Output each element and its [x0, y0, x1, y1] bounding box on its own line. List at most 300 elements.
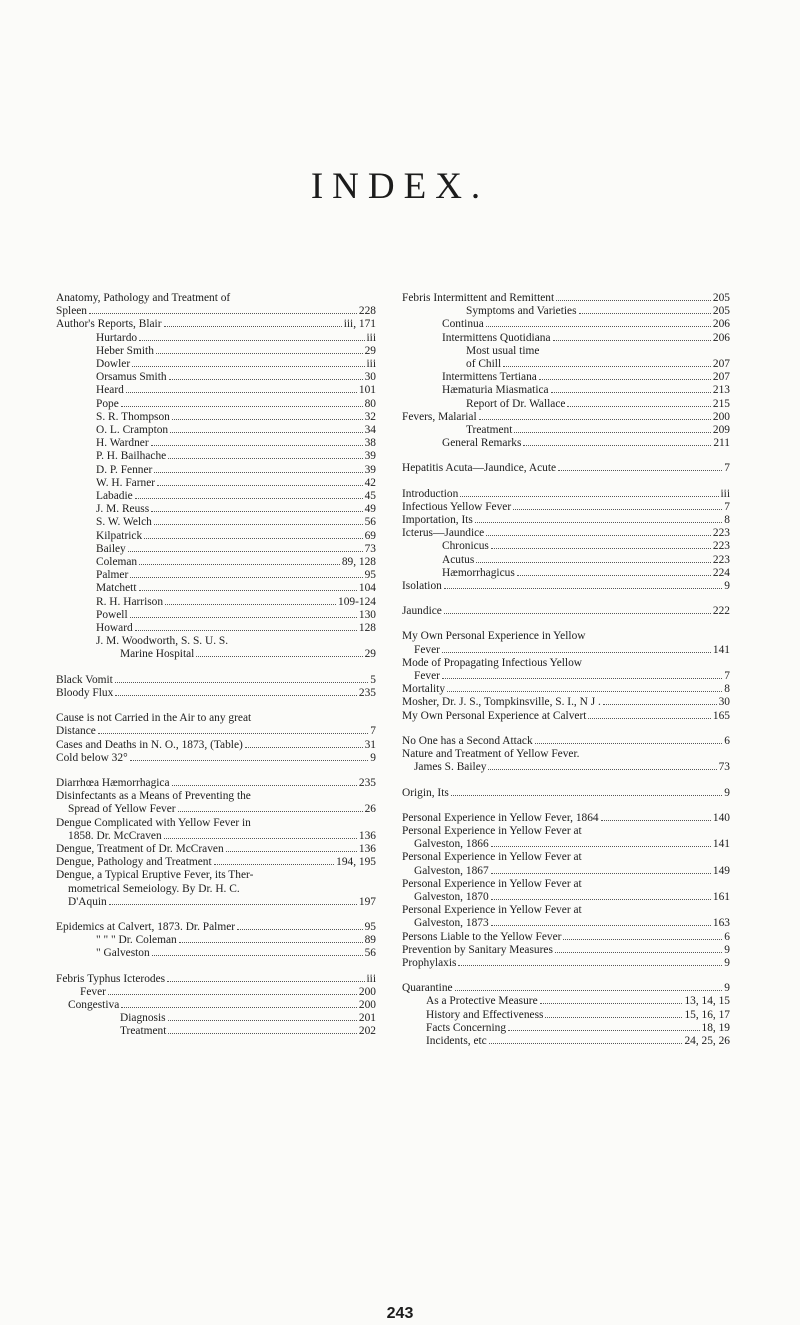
index-entry-term: James S. Bailey — [414, 761, 487, 774]
index-entry-term: Dengue, Treatment of Dr. McCraven — [56, 842, 224, 855]
index-entry — [56, 999, 376, 1012]
index-entry-term: J. M. Woodworth, S. S. U. S. — [96, 635, 229, 648]
index-entry — [402, 554, 730, 567]
dot-leader — [237, 929, 363, 930]
index-entry-page: 9 — [724, 580, 730, 593]
dot-leader — [540, 1003, 683, 1004]
index-entry-term: Mosher, Dr. J. S., Tompkinsville, S. I., N J . — [402, 696, 601, 709]
index-entry-page: 200 — [712, 410, 730, 423]
dot-leader — [151, 511, 362, 512]
index-entry-page: 211 — [713, 437, 730, 450]
index-entry-term: Jaundice — [402, 605, 442, 618]
index-entry-term: Bloody Flux — [56, 686, 114, 699]
index-entry — [56, 635, 376, 648]
index-entry-term: Incidents, etc — [426, 1034, 487, 1047]
index-entry-term: Marine Hospital — [120, 648, 195, 661]
index-entry-term: Persons Liable to the Yellow Fever — [402, 930, 562, 943]
dot-leader — [539, 379, 711, 380]
dot-leader — [545, 1017, 682, 1018]
index-entry-term: S. W. Welch — [96, 516, 152, 529]
index-entry-page: 8 — [724, 683, 730, 696]
dot-leader — [491, 846, 711, 847]
index-entry-page: 223 — [712, 540, 730, 553]
index-entry-page: 9 — [724, 956, 730, 969]
index-entry-term: P. H. Bailhache — [96, 450, 167, 463]
index-entry-page: 9 — [724, 786, 730, 799]
dot-leader — [447, 691, 722, 692]
index-entry-page: 73 — [718, 761, 730, 774]
index-entry-page: 30 — [718, 696, 730, 709]
index-entry — [56, 596, 376, 609]
index-entry-page: 42 — [364, 476, 376, 489]
index-entry-term: Fever — [80, 985, 106, 998]
index-entry-term: Distance — [56, 725, 96, 738]
index-entry — [56, 569, 376, 582]
index-entry-term: Diagnosis — [120, 1012, 166, 1025]
index-entry-term: Dengue, Pathology and Treatment — [56, 856, 212, 869]
dot-leader — [455, 990, 723, 991]
index-entry — [402, 878, 730, 891]
index-entry — [402, 332, 730, 345]
index-entry-term: S. R. Thompson — [96, 410, 170, 423]
index-entry-page: 89, 128 — [341, 556, 376, 569]
dot-leader — [164, 838, 357, 839]
index-entry-term: Intermittens Quotidiana — [442, 331, 551, 344]
index-entry — [56, 1025, 376, 1038]
index-entry-term: Epidemics at Calvert, 1873. Dr. Palmer — [56, 920, 236, 933]
dot-leader — [442, 678, 722, 679]
index-entry — [56, 883, 376, 896]
index-entry — [56, 371, 376, 384]
index-entry-term: Treatment — [120, 1025, 167, 1038]
index-entry-page: 163 — [712, 917, 730, 930]
dot-leader — [152, 955, 363, 956]
index-entry-term: Bailey — [96, 542, 126, 555]
index-entry — [402, 540, 730, 553]
index-entry — [402, 318, 730, 331]
index-entry-term: Personal Experience in Yellow Fever at — [402, 877, 582, 890]
index-entry-page: 205 — [712, 292, 730, 304]
index-entry — [56, 318, 376, 331]
index-entry — [56, 503, 376, 516]
index-entry-term: Importation, Its — [402, 514, 473, 527]
index-entry-term: General Remarks — [442, 437, 522, 450]
index-entry — [56, 674, 376, 687]
index-entry — [56, 1012, 376, 1025]
index-entry-term: Dengue Complicated with Yellow Fever in — [56, 816, 251, 829]
dot-leader — [444, 613, 711, 614]
dot-leader — [130, 760, 369, 761]
dot-leader — [108, 994, 357, 995]
index-entry — [402, 657, 730, 670]
index-entry-term: Infectious Yellow Fever — [402, 500, 512, 513]
index-entry — [56, 582, 376, 595]
index-entry-page: iii — [366, 358, 376, 371]
index-entry — [56, 817, 376, 830]
index-entry-term: Chronicus — [442, 540, 489, 553]
index-entry — [56, 712, 376, 725]
index-entry-term: mometrical Semeiology. By Dr. H. C. — [68, 882, 240, 895]
dot-leader — [601, 820, 711, 821]
index-entry — [402, 292, 730, 305]
dot-leader — [196, 656, 362, 657]
index-entry — [402, 812, 730, 825]
index-entry-page: 9 — [724, 982, 730, 995]
dot-leader — [168, 1033, 357, 1034]
dot-leader — [603, 704, 717, 705]
dot-leader — [165, 604, 336, 605]
index-entry — [402, 995, 730, 1008]
index-entry-page: 73 — [364, 542, 376, 555]
index-entry-page: 128 — [358, 622, 376, 635]
index-entry-page: 45 — [364, 490, 376, 503]
index-entry-term: Fever — [414, 670, 440, 683]
index-entry-term: Febris Typhus Icterodes — [56, 972, 166, 985]
index-entry-term: Isolation — [402, 580, 442, 593]
index-entry-term: Hæmorrhagicus — [442, 566, 515, 579]
dot-leader — [486, 535, 711, 536]
dot-leader — [567, 406, 710, 407]
dot-leader — [169, 379, 363, 380]
index-entry — [402, 567, 730, 580]
index-entry-page: 6 — [724, 734, 730, 747]
index-entry-page: 224 — [712, 566, 730, 579]
dot-leader — [154, 524, 363, 525]
index-entry-page: 9 — [724, 943, 730, 956]
index-entry-page: 13, 14, 15 — [684, 995, 730, 1008]
index-entry-term: Cold below 32° — [56, 751, 128, 764]
index-entry-page: 7 — [724, 462, 730, 475]
index-entry-page: 207 — [712, 371, 730, 384]
dot-leader — [442, 652, 711, 653]
dot-leader — [135, 630, 357, 631]
dot-leader — [503, 366, 711, 367]
index-entry-term: Continua — [442, 318, 484, 331]
dot-leader — [488, 769, 716, 770]
index-entry — [56, 921, 376, 934]
dot-leader — [157, 485, 363, 486]
index-entry-term: Coleman — [96, 556, 138, 569]
index-entry — [56, 739, 376, 752]
index-entry — [56, 830, 376, 843]
index-entry — [56, 803, 376, 816]
index-entry-term: Cause is not Carried in the Air to any great — [56, 712, 252, 725]
dot-leader — [444, 588, 722, 589]
index-entry-term: Icterus—Jaundice — [402, 527, 485, 540]
index-entry-term: Heber Smith — [96, 344, 154, 357]
index-entry-term: Origin, Its — [402, 786, 449, 799]
index-entry — [56, 437, 376, 450]
dot-leader — [170, 432, 362, 433]
dot-leader — [491, 899, 711, 900]
index-entry-page: 56 — [364, 516, 376, 529]
index-entry-term: Personal Experience in Yellow Fever at — [402, 851, 582, 864]
index-entry — [402, 696, 730, 709]
index-entry-term: Most usual time — [466, 344, 540, 357]
index-entry-page: 31 — [364, 738, 376, 751]
dot-leader — [156, 353, 363, 354]
index-entry-page: 161 — [712, 890, 730, 903]
index-entry — [56, 345, 376, 358]
index-entry — [402, 838, 730, 851]
index-entry — [56, 752, 376, 765]
index-entry — [402, 527, 730, 540]
index-entry — [402, 358, 730, 371]
dot-leader — [109, 904, 357, 905]
index-entry-page: 140 — [712, 811, 730, 824]
index-entry-page: 141 — [712, 838, 730, 851]
index-entry — [56, 292, 376, 305]
index-entry-page: 56 — [364, 947, 376, 960]
index-entry-page: 228 — [358, 305, 376, 318]
index-entry — [402, 345, 730, 358]
index-entry-page: 209 — [712, 424, 730, 437]
index-entry-term: History and Effectiveness — [426, 1008, 544, 1021]
dot-leader — [172, 785, 357, 786]
index-entry-page: 104 — [358, 582, 376, 595]
index-entry-page: 109-124 — [338, 595, 376, 608]
index-entry-term: Palmer — [96, 569, 129, 582]
index-entry-term: Kilpatrick — [96, 529, 143, 542]
index-entry-term: O. L. Crampton — [96, 424, 169, 437]
dot-leader — [491, 925, 711, 926]
index-entry-term: " " " Dr. Coleman — [96, 934, 177, 947]
index-entry-page: 206 — [712, 318, 730, 331]
index-entry — [56, 896, 376, 909]
index-entry-term: H. Wardner — [96, 437, 149, 450]
dot-leader — [115, 682, 368, 683]
dot-leader — [558, 470, 722, 471]
index-entry-term: W. H. Farner — [96, 476, 156, 489]
index-entry — [56, 609, 376, 622]
index-entry — [56, 622, 376, 635]
index-entry-page: 200 — [358, 998, 376, 1011]
dot-leader — [121, 406, 363, 407]
index-entry-page: 213 — [712, 384, 730, 397]
index-entry-page: 34 — [364, 424, 376, 437]
dot-leader — [178, 811, 363, 812]
index-entry-page: 39 — [364, 450, 376, 463]
index-entry-term: Congestiva — [68, 998, 120, 1011]
index-entry-term: Treatment — [466, 424, 513, 437]
index-entry — [56, 986, 376, 999]
index-entry-term: Personal Experience in Yellow Fever at — [402, 904, 582, 917]
index-entry-term: No One has a Second Attack — [402, 734, 533, 747]
index-entry-page: 101 — [358, 384, 376, 397]
index-entry — [402, 957, 730, 970]
index-entry-term: My Own Personal Experience in Yellow — [402, 630, 586, 643]
index-entry-term: Black Vomit — [56, 673, 113, 686]
index-entry — [56, 530, 376, 543]
index-entry — [56, 687, 376, 700]
index-entry — [402, 851, 730, 864]
index-entry-term: Personal Experience in Yellow Fever at — [402, 824, 582, 837]
dot-leader — [555, 952, 722, 953]
index-entry — [56, 648, 376, 661]
index-entry-term: My Own Personal Experience at Calvert — [402, 709, 587, 722]
index-entry — [56, 543, 376, 556]
index-entry-term: Spread of Yellow Fever — [68, 803, 176, 816]
dot-leader — [115, 695, 357, 696]
dot-leader — [144, 538, 362, 539]
index-entry — [402, 710, 730, 723]
dot-leader — [168, 458, 362, 459]
index-entry-term: Quarantine — [402, 982, 453, 995]
dot-leader — [556, 300, 711, 301]
index-entry-page: 7 — [724, 500, 730, 513]
index-entry-term: Prophylaxis — [402, 956, 457, 969]
index-entry-page: 222 — [712, 605, 730, 618]
index-entry-page: 223 — [712, 527, 730, 540]
dot-leader — [168, 1020, 357, 1021]
index-entry — [56, 856, 376, 869]
index-entry-term: Fevers, Malarial — [402, 410, 477, 423]
index-entry-term: R. H. Harrison — [96, 595, 164, 608]
dot-leader — [164, 326, 342, 327]
index-entry-term: Symptoms and Varieties — [466, 305, 577, 318]
page-number: 243 — [386, 1305, 414, 1322]
dot-leader — [579, 313, 711, 314]
index-entry-page: 206 — [712, 331, 730, 344]
index-entry-term: Introduction — [402, 487, 459, 500]
index-entry — [56, 477, 376, 490]
index-entry-page: iii — [366, 972, 376, 985]
dot-leader — [491, 548, 711, 549]
index-entry — [56, 973, 376, 986]
index-entry-page: 9 — [370, 751, 376, 764]
dot-leader — [508, 1030, 699, 1031]
index-entry — [402, 437, 730, 450]
index-entry — [56, 464, 376, 477]
index-entry-term: Pope — [96, 397, 119, 410]
index-entry — [402, 904, 730, 917]
index-entry — [56, 556, 376, 569]
index-entry-page: 8 — [724, 514, 730, 527]
dot-leader — [551, 392, 711, 393]
index-entry-page: 89 — [364, 934, 376, 947]
index-entry — [402, 748, 730, 761]
index-entry — [56, 947, 376, 960]
dot-leader — [451, 795, 722, 796]
index-entry — [402, 384, 730, 397]
index-entry-term: Hæmaturia Miasmatica — [442, 384, 549, 397]
index-entry-term: of Chill — [466, 358, 502, 371]
index-entry-page: 7 — [370, 725, 376, 738]
index-entry-page: 194, 195 — [336, 856, 376, 869]
index-entry — [402, 891, 730, 904]
index-entry-page: 30 — [364, 371, 376, 384]
index-entry — [402, 982, 730, 995]
index-entry-page: 49 — [364, 503, 376, 516]
index-entry-term: Febris Intermittent and Remittent — [402, 292, 555, 304]
dot-leader — [563, 939, 722, 940]
dot-leader — [486, 326, 711, 327]
dot-leader — [214, 864, 334, 865]
dot-leader — [517, 575, 711, 576]
index-entry-page: iii — [366, 331, 376, 344]
index-entry — [56, 424, 376, 437]
index-entry-page: 215 — [712, 397, 730, 410]
dot-leader — [460, 496, 718, 497]
index-entry-page: 6 — [724, 930, 730, 943]
page-title: INDEX. — [310, 166, 490, 207]
dot-leader — [479, 419, 711, 420]
index-column-left — [56, 292, 376, 1039]
index-entry — [402, 411, 730, 424]
index-entry-page: 95 — [364, 920, 376, 933]
index-entry-page: 26 — [364, 803, 376, 816]
index-entry-term: Cases and Deaths in N. O., 1873, (Table) — [56, 738, 243, 751]
index-entry-term: Galveston, 1870 — [414, 890, 489, 903]
index-entry-page: 200 — [358, 985, 376, 998]
index-entry-page: 38 — [364, 437, 376, 450]
dot-leader — [523, 445, 711, 446]
index-entry-term: Mode of Propagating Infectious Yellow — [402, 656, 583, 669]
index-entry — [402, 735, 730, 748]
index-entry-term: Howard — [96, 622, 133, 635]
index-entry — [402, 514, 730, 527]
dot-leader — [121, 1007, 357, 1008]
index-entry-page: 202 — [358, 1025, 376, 1038]
index-entry-page: 95 — [364, 569, 376, 582]
index-entry — [402, 825, 730, 838]
index-entry-page: 205 — [712, 305, 730, 318]
index-entry-page: 69 — [364, 529, 376, 542]
index-entry-term: Hurtardo — [96, 331, 138, 344]
index-entry — [56, 869, 376, 882]
dot-leader — [245, 747, 363, 748]
index-entry — [402, 305, 730, 318]
dot-leader — [128, 551, 363, 552]
dot-leader — [491, 873, 711, 874]
index-entry — [402, 630, 730, 643]
dot-leader — [139, 564, 340, 565]
index-entry-term: Galveston, 1866 — [414, 838, 489, 851]
index-entry-term: Labadie — [96, 490, 133, 503]
dot-leader — [513, 509, 722, 510]
index-entry — [56, 934, 376, 947]
index-entry-page: 15, 16, 17 — [684, 1008, 730, 1021]
index-entry-term: Nature and Treatment of Yellow Fever. — [402, 748, 580, 761]
dot-leader — [139, 340, 364, 341]
index-entry-page: 80 — [364, 397, 376, 410]
dot-leader — [130, 617, 357, 618]
index-entry — [402, 865, 730, 878]
index-entry-term: Prevention by Sanitary Measures — [402, 943, 553, 956]
index-entry-page: 149 — [712, 864, 730, 877]
dot-leader — [179, 942, 363, 943]
index-entry-term: Acutus — [442, 553, 475, 566]
dot-leader — [89, 313, 357, 314]
index-entry — [402, 1022, 730, 1035]
index-entry-page: 18, 19 — [701, 1021, 730, 1034]
index-entry — [402, 944, 730, 957]
dot-leader — [126, 392, 357, 393]
index-entry-page: 165 — [712, 709, 730, 722]
index-entry — [56, 332, 376, 345]
index-entry — [402, 488, 730, 501]
index-entry-term: Spleen — [56, 305, 88, 318]
index-entry-page: 29 — [364, 344, 376, 357]
index-entry — [402, 605, 730, 618]
index-entry-term: Galveston, 1873 — [414, 917, 489, 930]
index-entry — [402, 398, 730, 411]
index-entry-term: Heard — [96, 384, 124, 397]
index-entry — [402, 683, 730, 696]
index-entry-term: Dengue, a Typical Eruptive Fever, its Ther- — [56, 869, 254, 882]
index-entry-term: As a Protective Measure — [426, 995, 538, 1008]
index-entry — [402, 931, 730, 944]
